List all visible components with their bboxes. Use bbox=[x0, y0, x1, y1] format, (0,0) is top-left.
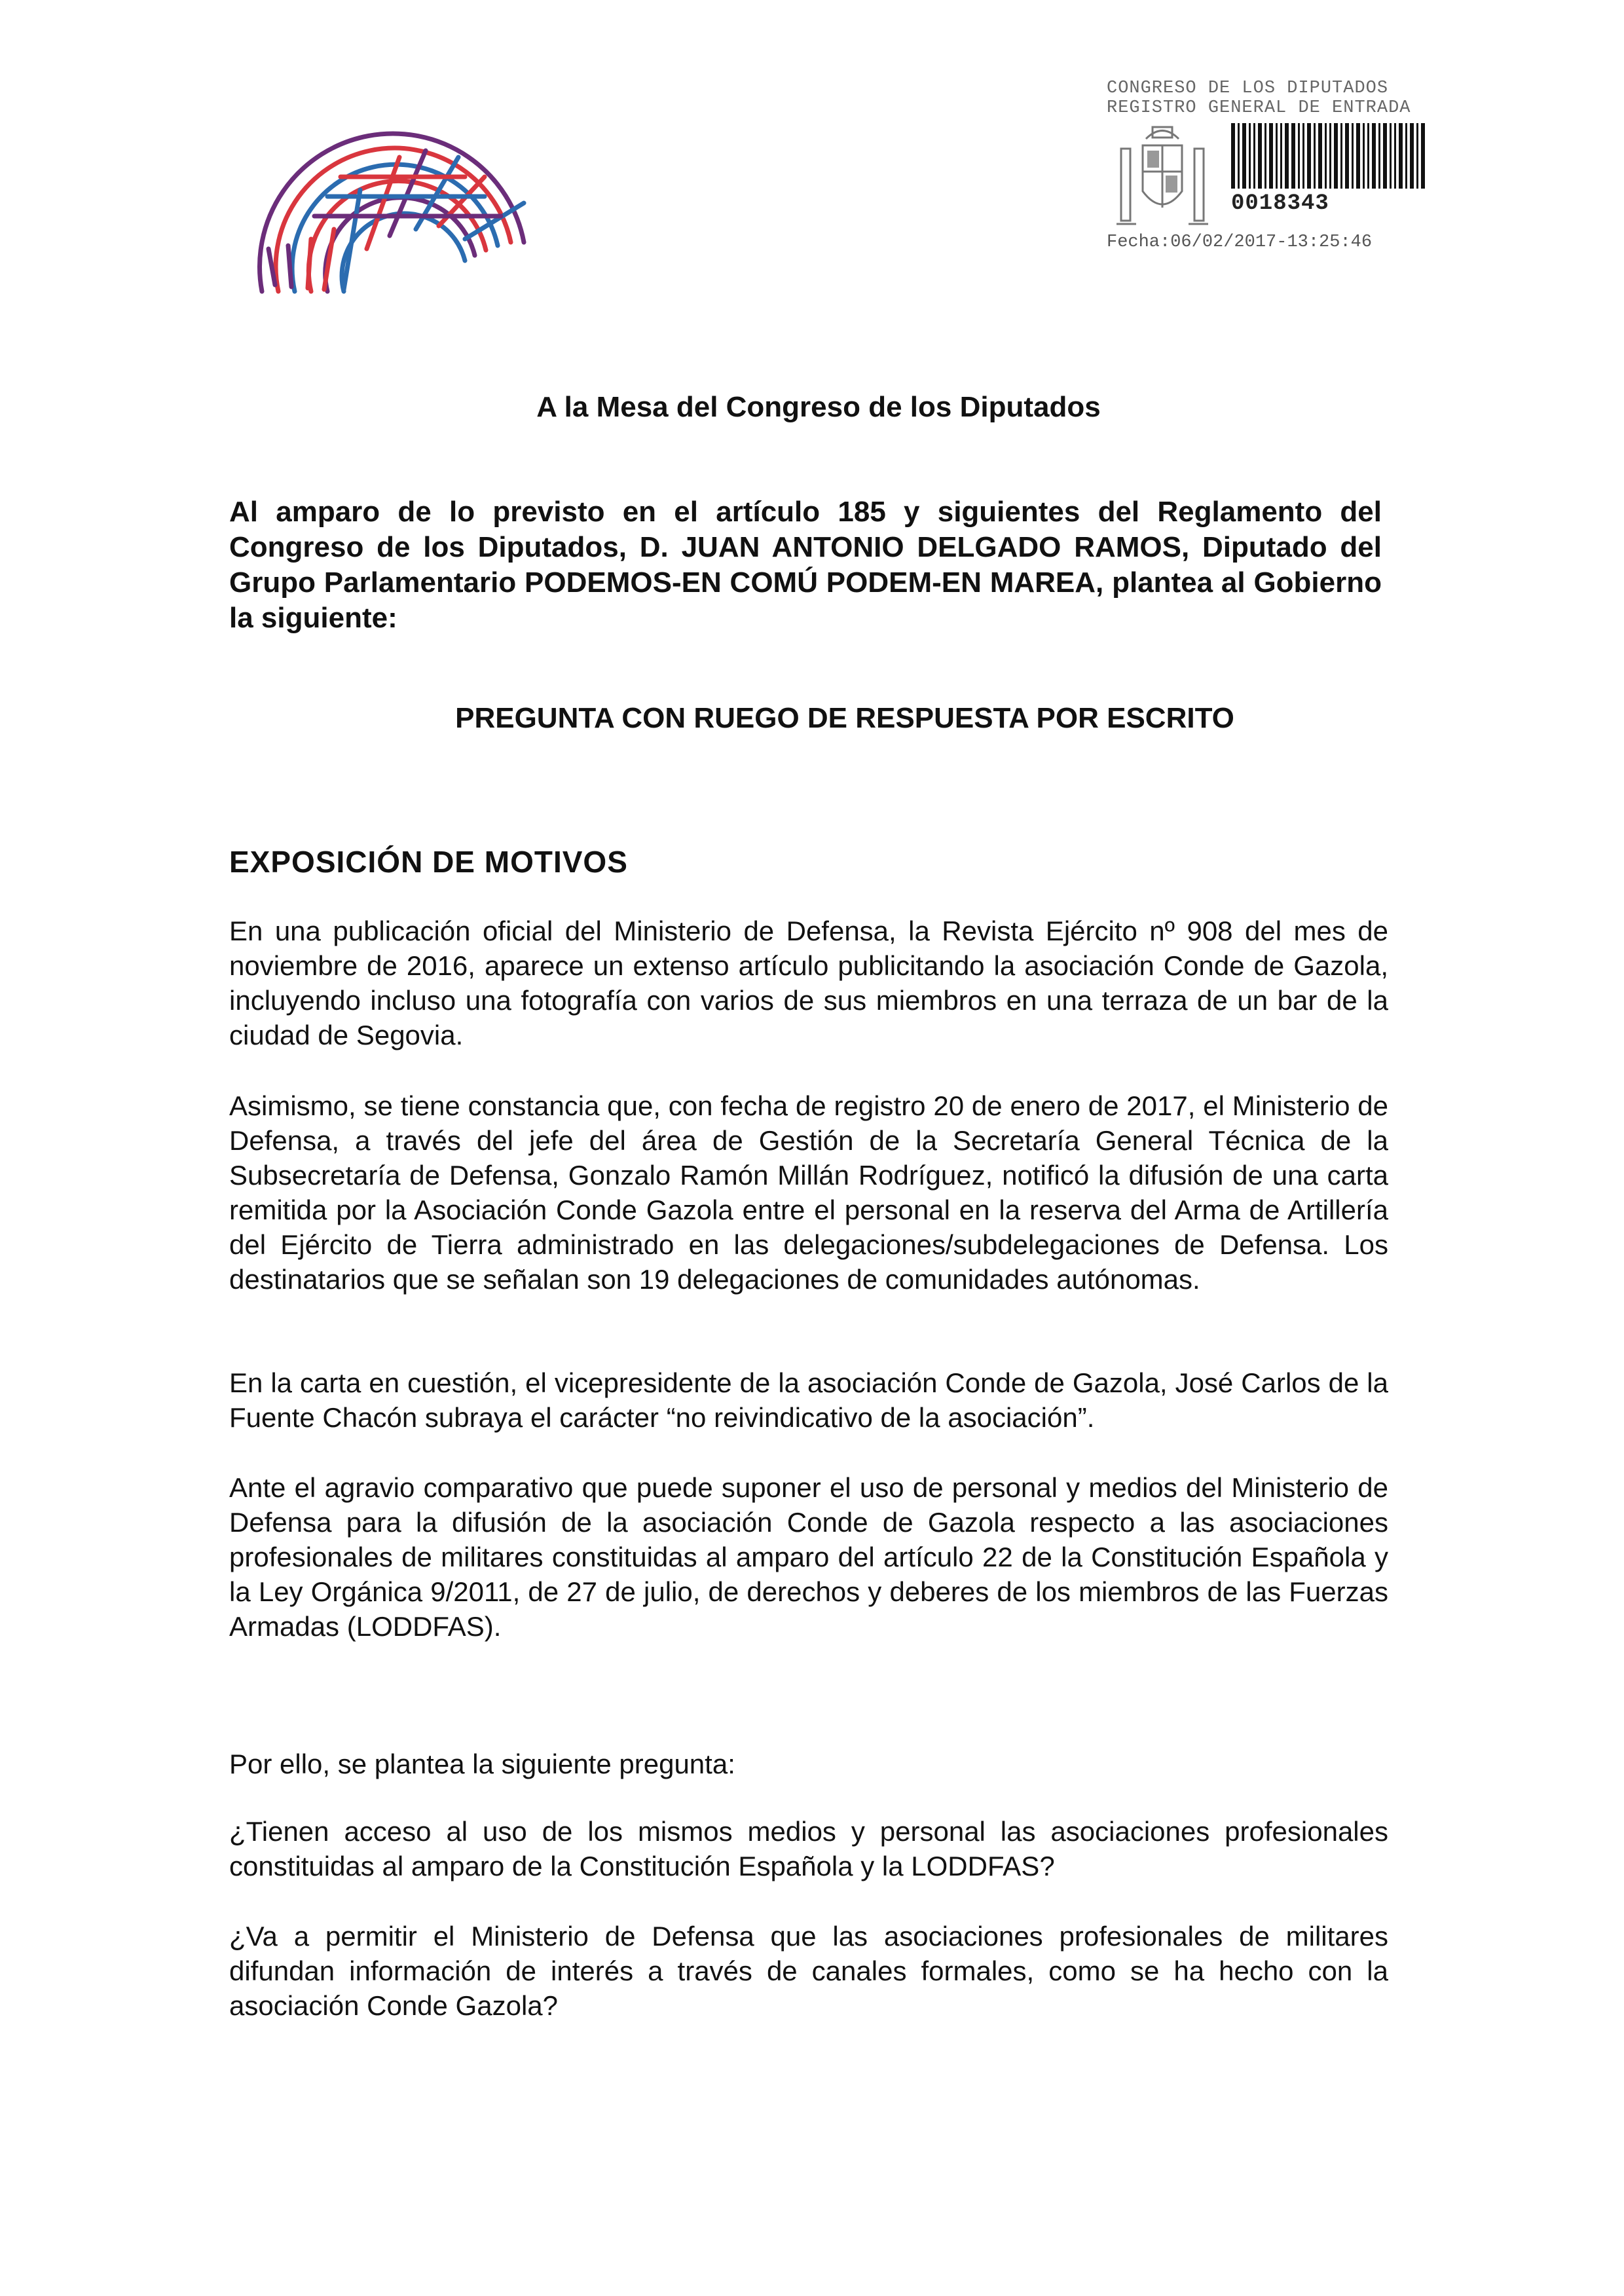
registry-number: 0018343 bbox=[1231, 191, 1329, 216]
question-lead-in: Por ello, se plantea la siguiente pregunta: bbox=[229, 1749, 735, 1779]
stamp-registry: REGISTRO GENERAL DE ENTRADA bbox=[1107, 98, 1411, 118]
question-type-heading: PREGUNTA CON RUEGO DE RESPUESTA POR ESCRITO bbox=[455, 702, 1234, 734]
stamp-institution: CONGRESO DE LOS DIPUTADOS bbox=[1107, 79, 1389, 98]
congress-logo bbox=[249, 131, 550, 295]
intro-paragraph: Al amparo de lo previsto en el artículo 185 y siguientes del Reglamento del Congreso de los Diputados, D. JUAN ANTONIO DELGADO RAMOS, Diputado del Grupo Parlamentario PODEMOS-EN COMÚ PODEM-EN MAREA, plantea al Gobierno la siguiente: bbox=[229, 496, 1382, 634]
registry-date: Fecha:06/02/2017-13:25:46 bbox=[1107, 232, 1373, 252]
addressee-heading: A la Mesa del Congreso de los Diputados bbox=[536, 391, 1101, 423]
section-heading: EXPOSICIÓN DE MOTIVOS bbox=[229, 845, 628, 879]
registry-stamp bbox=[1107, 79, 1447, 262]
question-item: ¿Tienen acceso al uso de los mismos medios y personal las asociaciones profesionales constituidas al amparo de la Constitución Española y la LODDFAS? bbox=[229, 1816, 1388, 1881]
question-item: ¿Va a permitir el Ministerio de Defensa que las asociaciones profesionales de militares difundan información de interés a través de canales formales, como se ha hecho con la asociación Conde Gazola? bbox=[229, 1921, 1388, 2021]
coat-of-arms-icon bbox=[1107, 119, 1218, 237]
motives-paragraph: Ante el agravio comparativo que puede suponer el uso de personal y medios del Ministerio de Defensa para la difusión de la asociación Conde de Gazola respecto a las asociaciones profesionales de militares constituidas al amparo del artículo 22 de la Constitución Española y la Ley Orgánica 9/2011, de 27 de julio, de derechos y deberes de los miembros de las Fuerzas Armadas (LODDFAS). bbox=[229, 1472, 1388, 1642]
motives-paragraph: En la carta en cuestión, el vicepresidente de la asociación Conde de Gazola, José Carlos de la Fuente Chacón subraya el carácter “no reivindicativo de la asociación”. bbox=[229, 1367, 1388, 1433]
barcode-icon bbox=[1231, 123, 1428, 189]
motives-paragraph: Asimismo, se tiene constancia que, con fecha de registro 20 de enero de 2017, el Ministerio de Defensa, a través del jefe del área de Gestión de la Secretaría General Técnica de la Subsecretaría de Defensa, Gonzalo Ramón Millán Rodríguez, notificó la difusión de una carta remitida por la Asociación Conde Gazola entre el personal en la reserva del Arma de Artillería del Ejército de Tierra administrado en las delegaciones/subdelegaciones de Defensa. Los destinatarios que se señalan son 19 delegaciones de comunidades autónomas. bbox=[229, 1090, 1388, 1295]
motives-paragraph: En una publicación oficial del Ministerio de Defensa, la Revista Ejército nº 908 del mes de noviembre de 2016, aparece un extenso artículo publicitando la asociación Conde de Gazola, incluyendo incluso una fotografía con varios de sus miembros en una terraza de un bar de la ciudad de Segovia. bbox=[229, 916, 1388, 1050]
